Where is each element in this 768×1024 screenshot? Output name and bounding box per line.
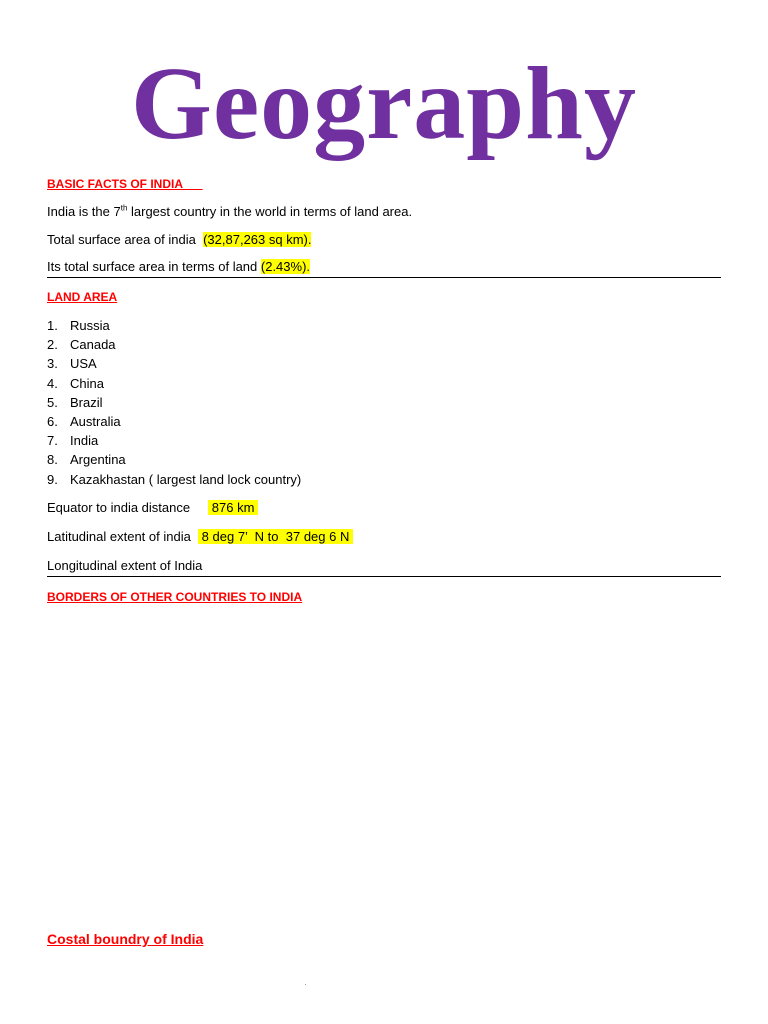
list-item-number: 4. [47, 375, 58, 391]
list-item-number: 1. [47, 318, 58, 333]
land-area-heading: LAND AREA [47, 290, 118, 304]
list-item-number: 8. [47, 452, 58, 468]
latitudinal-extent-fact: Latitudinal extent of india 8 deg 7’ N to 37 deg 6 N [47, 529, 353, 544]
list-item-number: 3. [47, 356, 58, 372]
list-item-country: Australia [70, 413, 121, 429]
land-share-value: (2.43%). [260, 259, 311, 274]
list-item-number: 9. [47, 471, 58, 487]
list-item-number: 6. [47, 413, 58, 429]
stray-dot [305, 984, 306, 985]
list-item [47, 356, 301, 375]
basic-facts-heading: BASIC FACTS OF INDIA [47, 177, 183, 191]
list-item [47, 376, 301, 395]
list-item-country: Argentina [70, 452, 126, 468]
coastal-boundary-heading: Costal boundry of India [47, 931, 204, 947]
list-item-country: USA [70, 356, 97, 372]
list-item-country: Russia [70, 318, 110, 333]
latitudinal-extent-value: 8 deg 7’ N to 37 deg 6 N [198, 529, 353, 544]
country-ranking-list [47, 318, 301, 491]
equator-distance-fact: Equator to india distance 876 km [47, 500, 259, 515]
list-item-country: Kazakhastan ( largest land lock country) [70, 471, 302, 487]
list-item [47, 433, 301, 452]
list-item [47, 395, 301, 414]
list-item-country: China [70, 375, 104, 391]
list-item [47, 318, 301, 337]
rank-fact: India is the 7th largest country in the world in terms of land area. [47, 203, 413, 219]
list-item-country: Canada [70, 337, 116, 353]
list-item-number: 7. [47, 433, 58, 449]
list-item [47, 472, 301, 491]
list-item-number: 2. [47, 337, 58, 353]
borders-heading: BORDERS OF OTHER COUNTRIES TO INDIA [47, 590, 303, 604]
list-item [47, 452, 301, 471]
list-item [47, 414, 301, 433]
list-item-number: 5. [47, 394, 58, 410]
list-item [47, 337, 301, 356]
land-share-fact: Its total surface area in terms of land (2.43%). [47, 259, 311, 274]
page-title: Geography [131, 46, 637, 161]
rank-superscript: th [120, 203, 128, 213]
divider-1 [47, 277, 721, 278]
longitudinal-extent-fact: Longitudinal extent of India [47, 558, 203, 573]
equator-distance-value: 876 km [208, 500, 259, 515]
divider-2 [47, 576, 721, 577]
surface-area-value: (32,87,263 sq km). [203, 232, 312, 247]
surface-area-fact: Total surface area of india (32,87,263 sq km). [47, 232, 312, 247]
list-item-country: India [70, 433, 99, 449]
list-item-country: Brazil [70, 394, 103, 410]
